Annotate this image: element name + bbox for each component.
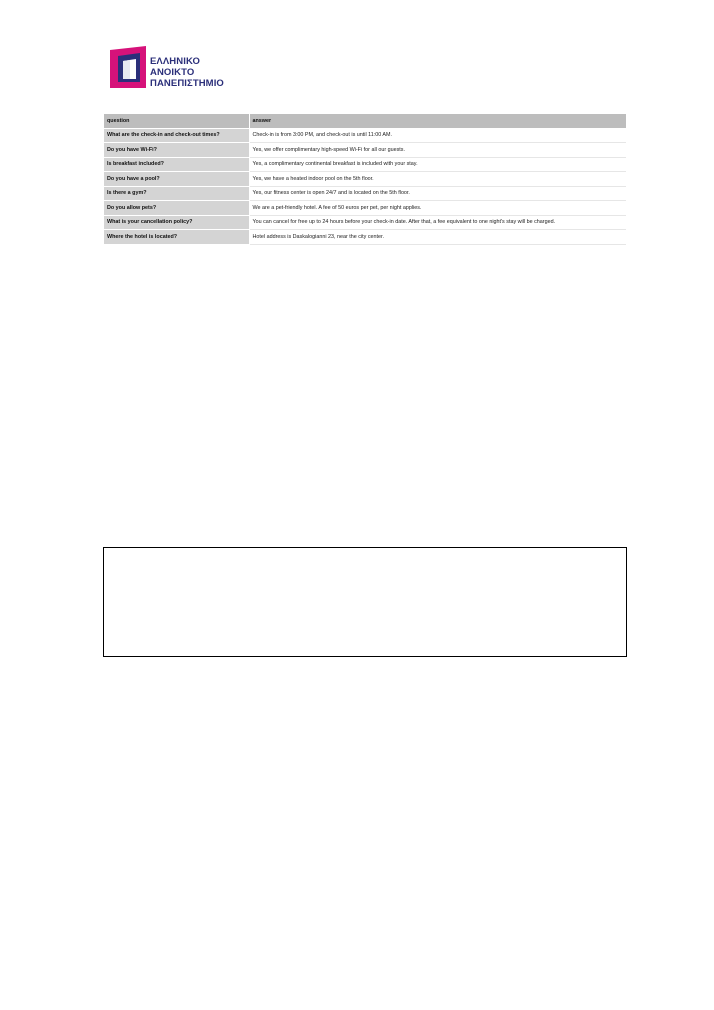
- answer-cell: Yes, a complimentary continental breakfast is included with your stay.: [249, 157, 626, 172]
- table-row: [104, 230, 626, 245]
- empty-bordered-box: [103, 547, 627, 657]
- column-header-question: question: [104, 114, 249, 128]
- question-cell: Do you allow pets?: [104, 201, 249, 216]
- logo-line-3: ΠΑΝΕΠΙΣΤΗΜΙΟ: [150, 78, 224, 89]
- question-cell: What are the check-in and check-out times?: [104, 128, 249, 143]
- question-cell: Is breakfast included?: [104, 157, 249, 172]
- table-row: [104, 157, 626, 172]
- table-row: [104, 201, 626, 216]
- table-row: [104, 186, 626, 201]
- table-row: [104, 215, 626, 230]
- table-row: [104, 128, 626, 143]
- university-logo: [110, 46, 230, 92]
- faq-table: [104, 114, 626, 245]
- answer-cell: Hotel address is Daskalogianni 23, near the city center.: [249, 230, 626, 245]
- table-header-row: [104, 114, 626, 128]
- column-header-answer: answer: [249, 114, 626, 128]
- answer-cell: Yes, our fitness center is open 24/7 and is located on the 5th floor.: [249, 186, 626, 201]
- logo-line-1: ΕΛΛΗΝΙΚΟ: [150, 56, 200, 67]
- question-cell: Do you have Wi-Fi?: [104, 143, 249, 158]
- logo-wordmark: [150, 56, 224, 89]
- question-cell: Is there a gym?: [104, 186, 249, 201]
- answer-cell: Yes, we have a heated indoor pool on the 5th floor.: [249, 172, 626, 187]
- answer-cell: Check-in is from 3:00 PM, and check-out is until 11:00 AM.: [249, 128, 626, 143]
- question-cell: What is your cancellation policy?: [104, 215, 249, 230]
- table-row: [104, 172, 626, 187]
- table-row: [104, 143, 626, 158]
- university-logo-icon: [110, 46, 146, 88]
- answer-cell: Yes, we offer complimentary high-speed Wi-Fi for all our guests.: [249, 143, 626, 158]
- logo-line-2: ΑΝΟΙΚΤΟ: [150, 67, 195, 78]
- answer-cell: We are a pet-friendly hotel. A fee of 50 euros per pet, per night applies.: [249, 201, 626, 216]
- question-cell: Where the hotel is located?: [104, 230, 249, 245]
- answer-cell: You can cancel for free up to 24 hours before your check-in date. After that, a fee equivalent to one night's stay will be charged.: [249, 215, 626, 230]
- question-cell: Do you have a pool?: [104, 172, 249, 187]
